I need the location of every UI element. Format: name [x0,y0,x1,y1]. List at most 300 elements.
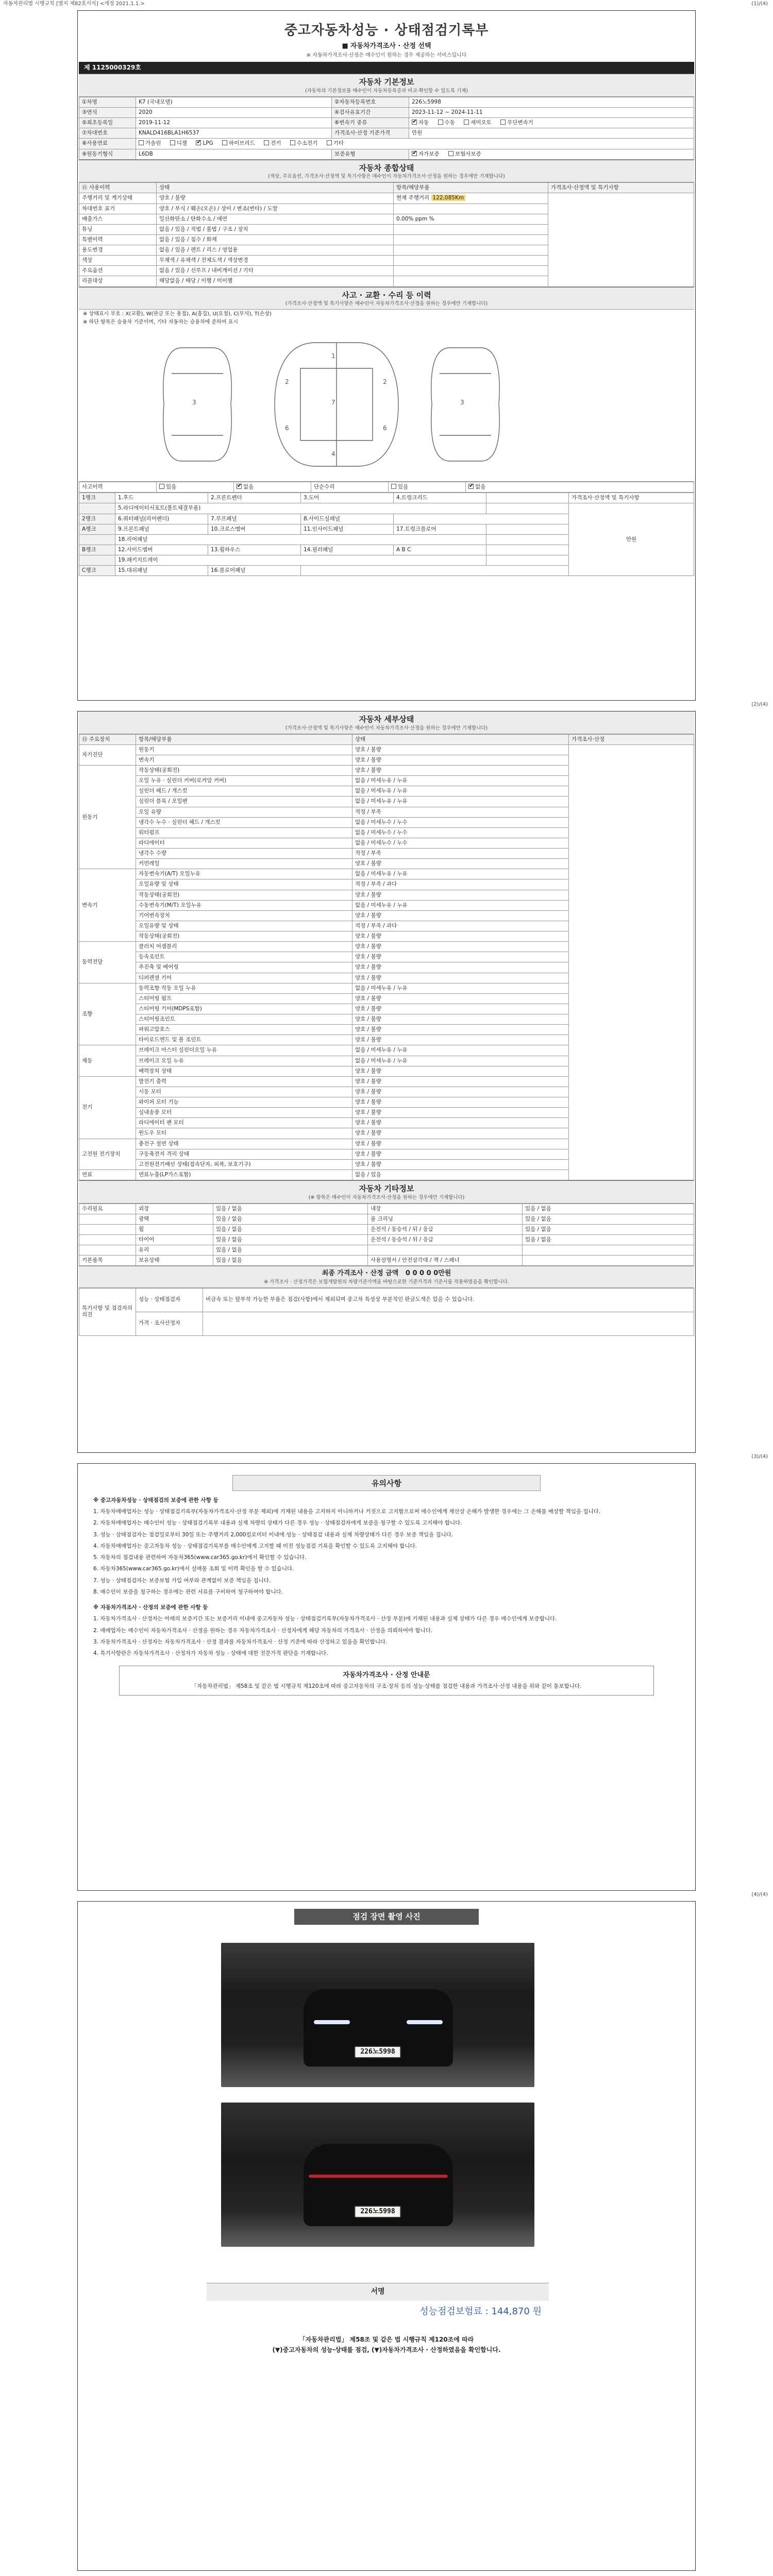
part: 11.인사이드패널 [301,524,394,534]
row-status: 없음 / 있음 / 적법 / 불법 / 구조 / 장치 [157,224,394,234]
item-label: 오일유량 및 상태 [136,879,352,890]
option-label: 자동 [418,120,429,126]
item-status: 없음 / 미세누유 / 누유 [352,1045,569,1056]
row-status: 일산화탄소 / 탄화수소 / 매연 [157,214,394,224]
item-status: 양호 / 불량 [352,859,569,869]
checkbox-icon [264,140,269,145]
row-detail [394,256,548,266]
item [368,1245,523,1256]
svg-text:6: 6 [383,425,387,432]
item-status: 양호 / 불량 [352,1087,569,1097]
label: ⑦차대번호 [79,128,136,139]
status: 있음 / 없음 [523,1204,694,1214]
row-status: 없음 / 있음 / 침수 / 화재 [157,234,394,245]
column-header: 상태 [157,183,394,193]
option-label: 전기 [271,140,281,147]
item-status: 양호 / 불량 [352,744,569,755]
section-title: 자동차 종합상태 [359,163,414,173]
page-label: (1)/(4) [751,1,768,7]
item-label: 타이로드엔드 및 볼 조인트 [136,1035,352,1045]
label: ④검사유효기간 [332,108,409,118]
rank-label [79,534,115,545]
item-label: 클러치 어셈블리 [136,942,352,952]
notice-item: 3. 자동차가격조사 · 산정자는 자동차가격조사 · 산정 결과를 자동차가격조사 · 산정 기준에 따라 산정하고 있음을 확인합니다. [93,1638,388,1645]
item-status: 양호 / 불량 [352,1149,569,1159]
mileage-label: 현재 주행거리 [396,195,430,201]
row-detail [394,224,548,234]
total-note: ※ 가격조사 · 산정가격은 보험개발원의 차량기준가액을 바탕으로한 기준가격과 기준서를 적용하였음을 확인합니다. [264,1279,509,1285]
item-status: 양호 / 불량 [352,910,569,921]
row-detail [394,245,548,256]
item: 운전석 / 동승석 / 뒤 / 응급 [368,1224,523,1234]
item: 운전석 / 동승석 / 뒤 / 응급 [368,1235,523,1245]
row-status: 양호 / 불량 [157,193,394,204]
option [389,482,466,493]
item-status: 없음 / 미세누유 / 누유 [352,869,569,879]
label: ②자동차등록번호 [332,97,409,107]
item-status: 양호 / 불량 [352,755,569,765]
checkbox-icon [327,140,332,145]
section-title: 자동차 기본정보 [359,77,414,87]
type-cell [394,545,486,555]
page-label: (3)/(4) [751,1454,768,1460]
column-header: ⑪ 사용이력 [79,183,157,193]
general-status-table [79,182,694,286]
fee-label: 성능점검보험료 : [419,2306,492,2317]
option-label: 디젤 [176,140,188,147]
type-label: B [401,546,406,553]
row-detail [394,204,548,214]
item-label: 시동 모터 [136,1087,352,1097]
item-label: 오일 유량 [136,807,352,817]
row-label: 색상 [79,256,157,266]
document-subtitle [78,42,695,50]
item: 외장 [136,1204,213,1214]
spacer [394,514,569,524]
svg-text:2: 2 [383,378,387,386]
option-label: 기타 [333,140,344,147]
item-status: 적정 / 부족 / 과다 [352,879,569,890]
item-label: 실내송풍 모터 [136,1108,352,1118]
device-label: 변속기 [79,869,136,942]
warranty-options [409,149,694,159]
item-status: 양호 / 불량 [352,766,569,776]
part: 17.트렁크플로어 [394,524,486,534]
part: 5.라디에이터서포트(볼트체결부품) [115,503,486,514]
legend-note: ※ 하단 항목은 승용차 기준이며, 기타 자동차는 승용차에 준하여 표시 [83,319,238,325]
status: 있음 / 없음 [213,1235,368,1245]
item: 보유상태 [136,1256,213,1266]
item-status: 없음 / 미세누유 / 누유 [352,776,569,786]
document-title: 중고자동차성능 · 상태점검기록부 [284,23,489,38]
item-status: 양호 / 불량 [352,952,569,962]
page-2 [77,711,696,1453]
status [523,1245,694,1256]
basic-info-table [79,97,694,160]
etc-info-section [79,1180,694,1336]
device-label: 전기 [79,1076,136,1139]
item-status: 없음 / 미세누유 / 누유 [352,786,569,796]
spacer [486,493,569,503]
status: 있음 / 없음 [523,1235,694,1245]
row-detail: 0.00% ppm % [394,214,548,224]
option [157,482,234,493]
item-status: 없음 / 미세누수 / 누수 [352,827,569,838]
plate-number: 226노5998 [409,97,694,107]
row-label: 리콜대상 [79,276,157,286]
row-label: 차대번호 표기 [79,204,157,214]
svg-text:1: 1 [331,352,335,360]
spacer [486,524,569,534]
row-detail [394,234,548,245]
part: 19.패키지트레이 [115,555,486,566]
item-status: 양호 / 불량 [352,1139,569,1149]
special-label: 특기사항 및 점검자의 의견 [79,1288,136,1335]
item-label: 충전구 절연 상태 [136,1139,352,1149]
accident-history-table [79,482,694,493]
price-cell [548,193,694,286]
part: 10.크로스멤버 [208,524,301,534]
part: 4.트렁크리드 [394,493,486,503]
taillight-icon [309,2175,448,2178]
check-square-icon: ■ [342,42,348,50]
notice-item: 3. 성능 · 상태점검자는 점검일로부터 30일 또는 주행거리 2,000킬로미터 이내에 성능 · 상태점검 내용과 실제 차량상태가 다른 경우 보증 책임을 집니다. [93,1531,453,1538]
label: ⑤최초등록일 [79,118,136,128]
item: 내장 [368,1204,523,1214]
item-label: 라디에이터 [136,838,352,848]
row-status: 해당없음 / 해당 / 이행 / 미이행 [157,276,394,286]
front-photo [221,1943,534,2087]
page-label: (4)/(4) [751,1892,768,1897]
label: 가격조사·산정 기준가격 [332,128,409,139]
item-label: 워터펌프 [136,827,352,838]
rank-label [79,555,115,566]
mileage-cell [394,193,548,204]
status: 있음 / 없음 [523,1214,694,1224]
item-label: 추진축 및 베어링 [136,962,352,973]
row-label: 기본품목 [79,1256,136,1266]
total-label [79,1269,694,1278]
special-notes-table [79,1288,694,1336]
vin: KNALD416BLA1H6537 [136,128,332,139]
headlight-icon [314,2020,350,2024]
item-status: 양호 / 불량 [352,1076,569,1087]
item-status: 없음 / 있음 [352,1170,569,1180]
checkbox-icon [500,120,506,125]
notice-item: 5. 자동차의 점검내용 관련하여 자동차365(www.car365.go.kr)에서 확인할 수 있습니다. [93,1554,307,1561]
notice-item: 8. 매수인이 보증을 청구하는 경우에는 관련 서류를 구비하여 청구하여야 합니다. [93,1588,283,1595]
item-status: 적정 / 부족 [352,849,569,859]
license-plate: 226노5998 [354,2046,401,2058]
label: ⑨원동기형식 [79,149,136,159]
item-label: 연료누출(LP가스포함) [136,1170,352,1180]
transmission-options [409,118,694,128]
checkbox-icon [139,140,144,145]
checkbox-icon [237,484,242,489]
part: 18.리어패널 [115,534,486,545]
page-label: (2)/(4) [751,702,768,707]
legend: ※ 상태표시 부호 : X(교환), W(판금 또는 용접), A(흠집), U(요철), C(부식), T(손상) [83,311,272,317]
page-4 [77,1901,696,2571]
label: ⑧사용연료 [79,139,136,149]
svg-text:4: 4 [331,450,335,458]
option-label: 수동 [444,120,455,126]
section-title: 자동차 기타정보 [359,1184,414,1193]
spacer [301,566,569,576]
svg-text:6: 6 [285,425,289,432]
item-status: 양호 / 불량 [352,890,569,900]
item-label: 디퍼렌셜 기어 [136,973,352,983]
photo-frame [207,1933,549,2273]
notice-title: 유의사항 [372,1479,401,1488]
item-status: 양호 / 불량 [352,931,569,942]
price-unit: 만원 [409,128,694,139]
part: 6.쿼터패널(리어펜더) [115,514,208,524]
headlight-icon [407,2020,443,2024]
label: 단순수리 [311,482,389,493]
item-label: 배력장치 상태 [136,1066,352,1076]
part: 12.사이드멤버 [115,545,208,555]
model-name: K7 (국내모델) [136,97,332,107]
car-outline-icon [79,327,694,482]
detail-status-section [79,711,694,1180]
item-label: 라디에이터 팬 모터 [136,1118,352,1128]
item-status: 양호 / 불량 [352,942,569,952]
row-status: 양호 / 부식 / 훼손(오손) / 상이 / 변조(변타) / 도말 [157,204,394,214]
notice-sign-box [119,1666,654,1695]
section-note: (가격조사·산정액 및 특기사항은 매수인이 자동차가격조사·산정을 원하는 경우에만 기재합니다) [285,725,488,731]
row-label [79,1245,136,1256]
device-label: 조향 [79,983,136,1045]
item-label: 스티어링 펌프 [136,993,352,1004]
row-label: 튜닝 [79,224,157,234]
column-header: 가격조사·산정 [569,734,694,744]
row-detail [394,266,548,276]
notice-body [78,1496,695,1658]
option-label: 무단변속기 [507,120,533,126]
svg-text:3: 3 [192,399,196,406]
item-status: 양호 / 불량 [352,1025,569,1035]
spacer [486,555,569,566]
section-title: 사고 · 교환 · 수리 등 이력 [342,290,431,300]
item-status: 양호 / 불량 [352,1014,569,1025]
appraiser-label: 가격 · 조사산정자 [136,1312,203,1335]
total-label-text: 최종 가격조사 · 산정 금액 [322,1269,399,1278]
label: ③연식 [79,108,136,118]
sign-box-title: 자동차가격조사 · 산정 안내문 [343,1671,430,1680]
option-label: LPG [203,140,213,147]
option-label: 보험사보증 [455,150,481,157]
section-note: (가격조사·산정액 및 특기사항은 매수인이 자동차가격조사·산정을 원하는 경우에만 기재합니다) [285,301,488,307]
row-label: 수리필요 [79,1204,136,1214]
item-label: 스티어링 기어(MDPS포함) [136,1004,352,1014]
checkbox-icon [290,140,295,145]
document-number: 제 1125000329호 [79,62,694,74]
option-label: 없음 [243,484,254,490]
row-label [79,1224,136,1234]
form-caption: 자동차관리법 시행규칙 [별지 제82호서식] <개정 2021.1.1.> [3,1,145,7]
fee-value: 144,870 원 [491,2306,542,2317]
row-label [79,1214,136,1224]
subtitle-text: 자동차가격조사 · 산정 선택 [350,42,431,50]
car-damage-diagram [79,327,694,482]
accident-history-section [79,287,694,577]
svg-text:3: 3 [460,399,464,406]
total-row [79,1266,694,1287]
column-header: 항목/해당부품 [136,734,352,744]
part: 8.사이드실패널 [301,514,394,524]
part: 2.프론트펜더 [208,493,301,503]
item-status: 양호 / 불량 [352,1128,569,1139]
status: 있음 / 없음 [213,1224,368,1234]
item-status: 없음 / 미세누수 / 누수 [352,838,569,848]
status [523,1256,694,1266]
etc-info-table [79,1204,694,1266]
option-label: 가솔린 [145,140,161,147]
rank-label: A랭크 [79,524,115,534]
notice-item: 4. 자동차매매업자는 중고자동차 성능 · 상태점검기록부를 매수인에게 고지할 때 이전 성능점검 기록을 확인할 수 있도록 고지해야 합니다. [93,1543,417,1549]
rank-label: C랭크 [79,566,115,576]
row-label: 주요옵션 [79,266,157,276]
notice-subtitle: ※ 중고자동차성능 · 상태점검의 보증에 관한 사항 등 [93,1497,219,1503]
status: 있음 / 없음 [213,1256,368,1266]
item-status: 없음 / 미세누수 / 누수 [352,817,569,827]
item: 타이어 [136,1235,213,1245]
first-registration: 2019-11-12 [136,118,332,128]
spacer [486,534,569,545]
notice-subtitle: ※ 자동차가격조사 · 산정의 보증에 관한 사항 등 [93,1604,208,1611]
column-header: 가격조사·산정액 및 특기사항 [548,183,694,193]
option-label: 있음 [166,484,177,490]
row-label: 특별이력 [79,234,157,245]
item-status: 양호 / 불량 [352,993,569,1004]
item-status: 적정 / 부족 / 과다 [352,921,569,931]
item-label: 윈도우 모터 [136,1128,352,1139]
item: 룸 크리닝 [368,1214,523,1224]
rank-label: 2랭크 [79,514,115,524]
rank-label: B랭크 [79,545,115,555]
price-unit: 만원 [569,503,694,576]
row-label: 용도변경 [79,245,157,256]
photos-title: 점검 장면 촬영 사진 [294,1909,479,1925]
label: ①차명 [79,97,136,107]
item: 유리 [136,1245,213,1256]
item: 휠 [136,1224,213,1234]
price-cell [569,744,694,1180]
part: 13.휠하우스 [208,545,301,555]
item-label: 작동상태(공회전) [136,890,352,900]
status: 있음 / 없음 [213,1245,368,1256]
notice-item: 2. 매매업자는 매수인이 자동차가격조사 · 산정을 원하는 경우 자동차가격조사 · 산정자에게 해당 자동차의 가격조사 · 산정을 의뢰하여야 합니다. [93,1627,433,1634]
appraiser-comment [203,1312,694,1335]
law-statement [78,2334,695,2355]
item-label: 스티어링조인트 [136,1014,352,1025]
device-label: 자기진단 [79,744,136,765]
price-label: 가격조사·산정액 및 특기사항 [569,493,694,503]
item-status: 양호 / 불량 [352,1108,569,1118]
svg-text:2: 2 [285,378,289,386]
detail-row [79,744,694,755]
item-label: 실린더 블록 / 오일팬 [136,796,352,807]
status: 있음 / 없음 [213,1204,368,1214]
checkbox-icon [412,151,417,156]
item-label: 냉각수 누수 · 실린더 헤드 / 개스킷 [136,817,352,827]
item-status: 적정 / 부족 [352,807,569,817]
section-note: (※ 항목은 매수인이 자동차가격조사·산정을 원하는 경우에만 기재합니다) [308,1194,465,1200]
option-label: 있음 [398,484,409,490]
section-note: (색상, 주요옵션, 가격조사·산정액 및 특기사항은 매수인이 자동차가격조사·산정을 원하는 경우에만 기재합니다) [268,174,505,180]
item-label: 브레이크 오일 누유 [136,1056,352,1066]
item-label: 커먼레일 [136,859,352,869]
device-label: 동력전달 [79,942,136,984]
spacer [486,545,569,555]
status: 있음 / 없음 [523,1224,694,1234]
rank-table [79,493,694,576]
part: 14.필러패널 [301,545,394,555]
option [234,482,311,493]
notice-item: 1. 자동차매매업자는 성능 · 상태점검기록부(자동차가격조사·산정 부분 제외)에 기재된 내용을 고지하지 아니하거나 거짓으로 고지함으로써 매수인에게 재산상 손해가 발생한 경우에는 그 손해를 배상할 책임을 집니다. [93,1509,601,1515]
detail-status-table [79,734,694,1180]
column-header: 항목/해당부품 [394,183,548,193]
rear-photo [221,2103,534,2247]
item-label: 오일 누유 · 실린더 커버(로커암 커버) [136,776,352,786]
checkbox-icon [438,120,443,125]
notice-item: 7. 성능 · 상태점검자는 보증보험 가입 여부와 관계없이 보증 책임을 집니다. [93,1577,271,1584]
checkbox-icon [196,140,201,145]
item-status: 양호 / 불량 [352,1159,569,1170]
item-label: 자동변속기(A/T) 오일누유 [136,869,352,879]
item-label: 변속기 [136,755,352,765]
item-label: 실린더 헤드 / 개스킷 [136,786,352,796]
checkbox-icon [170,140,175,145]
checkbox-icon [464,120,469,125]
page-1 [77,10,696,701]
section-title: 자동차 세부상태 [359,715,414,724]
part: 3.도어 [301,493,394,503]
part: 16.플로어패널 [208,566,301,576]
item-status: 없음 / 미세누유 / 누유 [352,900,569,910]
fuel-options [136,139,694,149]
item: 사용설명서 / 안전삼각대 / 잭 / 스패너 [368,1256,523,1266]
mileage-value: 122,085Km [431,195,466,201]
spacer [486,503,569,514]
fee-line [207,2301,549,2323]
checkbox-icon [222,140,227,145]
label: 사고이력 [79,482,157,493]
item-label: 발전기 출력 [136,1076,352,1087]
rank-label: 1랭크 [79,493,115,503]
item-label: 고전원전기배선 상태(접속단자, 피복, 보호기구) [136,1159,352,1170]
part: 15.대쉬패널 [115,566,208,576]
device-label: 고전원 전기장치 [79,1139,136,1170]
option-label: 자가보증 [418,150,440,157]
general-status-section [79,160,694,287]
law-line: 「자동차관리법」 제58조 및 같은 법 시행규칙 제120조에 따라 [299,2336,474,2343]
sign-label: 서명 [207,2283,549,2301]
document-note: ※ 자동차가격조사·산정은 매수인이 원하는 경우 제공하는 서비스입니다 [306,52,467,58]
item-status: 없음 / 미세누유 / 누유 [352,983,569,993]
sign-box-text: 「자동차관리법」 제58조 및 같은 법 시행규칙 제120조에 따라 중고자동차의 구조·장치 등의 성능·상태를 점검한 내용과 가격조사·산정 내용을 위와 같이 통보합니다. [191,1683,582,1689]
item-label: 냉각수 수량 [136,849,352,859]
item-status: 양호 / 불량 [352,1004,569,1014]
row-status: 없음 / 있음 / 렌트 / 리스 / 영업용 [157,245,394,256]
checkbox-icon [468,484,474,489]
item-status: 양호 / 불량 [352,1066,569,1076]
notice-title-box [232,1475,541,1491]
checkbox-icon [159,484,164,489]
law-line: (▼)중고자동차의 성능·상태를 점검, (▼)자동차가격조사 · 산정하였음을 확인합니다. [272,2346,501,2354]
type-label: C [407,546,411,553]
